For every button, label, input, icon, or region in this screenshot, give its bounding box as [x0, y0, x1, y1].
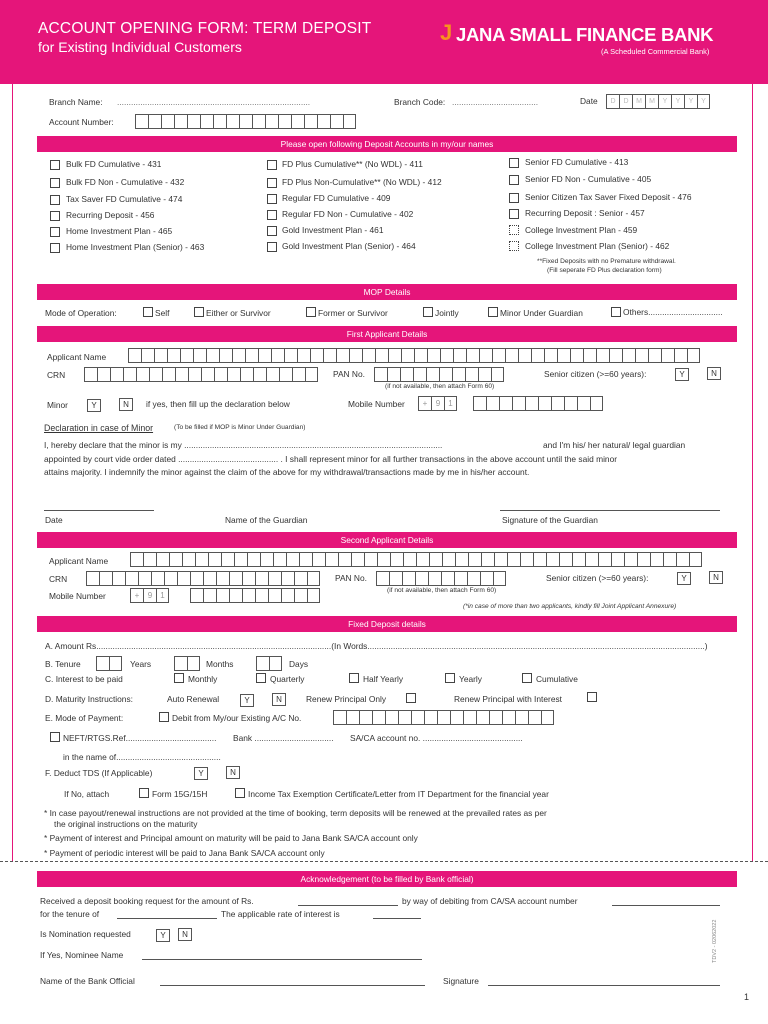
ack-signature-line[interactable]: [488, 985, 720, 986]
declaration-line2: appointed by court vide order dated ........................................... . I shall represent minor for all further transactions in the above account until the said minor: [44, 454, 618, 464]
product-label: FD Plus Cumulative** (No WDL) - 411: [282, 159, 423, 169]
date-boxes[interactable]: D D M M Y Y Y Y: [606, 94, 710, 109]
first-senior-no[interactable]: N: [707, 367, 721, 380]
auto-renewal-label: Auto Renewal: [167, 694, 220, 704]
checkbox-457[interactable]: [509, 209, 519, 219]
first-senior-yes[interactable]: Y: [675, 368, 689, 381]
ack-tenure-label: for the tenure of: [40, 909, 100, 919]
first-crn-boxes[interactable]: [84, 367, 318, 382]
ack-amount-line[interactable]: [298, 905, 398, 906]
debit-label: Debit from My/our Existing A/C No.: [172, 713, 302, 723]
second-senior-label: Senior citizen (>=60 years):: [546, 573, 649, 583]
checkbox-462[interactable]: [509, 241, 519, 251]
mop-former-checkbox[interactable]: [306, 307, 316, 317]
bank-official-line[interactable]: [160, 985, 425, 986]
checkbox-456[interactable]: [50, 211, 60, 221]
interest-yearly-checkbox[interactable]: [445, 673, 455, 683]
mop-option: Others................................: [623, 307, 723, 317]
ack-account-line[interactable]: [612, 905, 720, 906]
maturity-label: D. Maturity Instructions:: [45, 694, 133, 704]
checkbox-476[interactable]: [509, 193, 519, 203]
product-label: FD Plus Non-Cumulative** (No WDL) - 412: [282, 177, 442, 187]
nominee-line[interactable]: [142, 959, 422, 960]
mop-option: Former or Survivor: [318, 308, 388, 318]
tenure-days-label: Days: [289, 659, 309, 669]
interest-quarterly-checkbox[interactable]: [256, 673, 266, 683]
fixed-deposit-bar: Fixed Deposit details: [37, 616, 737, 632]
bank-field[interactable]: Bank ..................................: [233, 733, 334, 743]
first-pan-boxes[interactable]: [374, 367, 504, 382]
second-mobile-boxes[interactable]: + 9 1: [130, 588, 169, 603]
payment-mode-label: E. Mode of Payment:: [45, 713, 124, 723]
second-mobile-digits[interactable]: [190, 588, 320, 603]
ack-tenure-line[interactable]: [117, 918, 217, 919]
fd-plus-note: **Fixed Deposits with no Premature withdrawal.: [537, 258, 676, 265]
auto-renewal-yes[interactable]: Y: [240, 694, 254, 707]
declaration-line1: I, hereby declare that the minor is my ...............................................................................................................: [44, 440, 443, 450]
tds-label: F. Deduct TDS (If Applicable): [45, 768, 153, 778]
first-minor-no[interactable]: N: [119, 398, 133, 411]
first-applicant-name-label: Applicant Name: [47, 352, 107, 362]
checkbox-461[interactable]: [267, 226, 277, 236]
product-label: Regular FD Cumulative - 409: [282, 193, 391, 203]
mop-others-checkbox[interactable]: [611, 307, 621, 317]
tenure-months-boxes[interactable]: [174, 656, 200, 671]
if-no-attach-label: If No, attach: [64, 789, 110, 799]
interest-quarterly: Quarterly: [270, 674, 305, 684]
interest-label: C. Interest to be paid: [45, 674, 123, 684]
interest-monthly-checkbox[interactable]: [174, 673, 184, 683]
branch-code-field[interactable]: .....................................: [452, 97, 539, 107]
header-banner: [0, 0, 768, 84]
checkbox-409[interactable]: [267, 194, 277, 204]
ack-line1-mid: by way of debiting from CA/SA account number: [402, 896, 578, 906]
mop-bar: MOP Details: [37, 284, 737, 300]
declaration-guardian-name: Name of the Guardian: [225, 515, 308, 525]
note-renewal-cont: the original instructions on the maturity: [54, 819, 198, 829]
mop-option: Minor Under Guardian: [500, 308, 583, 318]
bank-subtitle: (A Scheduled Commercial Bank): [601, 47, 710, 56]
joint-applicant-note: (*in case of more than two applicants, kindly fill Joint Applicant Annexure): [463, 603, 677, 610]
product-label: Recurring Deposit - 456: [66, 210, 155, 220]
product-label: Gold Investment Plan - 461: [282, 225, 384, 235]
checkbox-464[interactable]: [267, 242, 277, 252]
declaration-title: Declaration in case of Minor: [44, 423, 154, 433]
mop-minor-checkbox[interactable]: [488, 307, 498, 317]
ack-rate-line[interactable]: [373, 918, 421, 919]
second-pan-note: (if not available, then attach Form 60): [387, 587, 497, 594]
declaration-date: Date: [45, 515, 63, 525]
guardian-signature-line[interactable]: [500, 510, 720, 511]
tds-yes[interactable]: Y: [194, 767, 208, 780]
declaration-line1-end: and I'm his/ her natural/ legal guardian: [543, 440, 686, 450]
right-border: [752, 84, 753, 861]
product-label: Senior Citizen Tax Saver Fixed Deposit - 476: [525, 192, 692, 202]
mop-label: Mode of Operation:: [45, 308, 117, 318]
bank-official-label: Name of the Bank Official: [40, 976, 135, 986]
first-applicant-bar: First Applicant Details: [37, 326, 737, 342]
second-applicant-name-label: Applicant Name: [49, 556, 109, 566]
second-applicant-bar: Second Applicant Details: [37, 532, 737, 548]
note-renewal: * In case payout/renewal instructions are not provided at the time of booking, term deposits will be renewed at the prevailed rates as per: [44, 808, 547, 818]
bank-name: JANA SMALL FINANCE BANK: [456, 24, 714, 45]
branch-name-label: Branch Name:: [49, 97, 103, 107]
nomination-yes[interactable]: Y: [156, 929, 170, 942]
checkbox-465[interactable]: [50, 227, 60, 237]
branch-name-field[interactable]: ...................................................................................: [117, 97, 311, 107]
product-label: Home Investment Plan - 465: [66, 226, 173, 236]
form15-label: Form 15G/15H: [152, 789, 208, 799]
tds-no[interactable]: N: [226, 766, 240, 779]
product-label: Bulk FD Non - Cumulative - 432: [66, 177, 185, 187]
page-number: 1: [744, 992, 750, 1002]
form15-checkbox[interactable]: [139, 788, 149, 798]
debit-account-boxes[interactable]: [333, 710, 554, 725]
product-label: Gold Investment Plan (Senior) - 464: [282, 241, 416, 251]
checkbox-431[interactable]: [50, 160, 60, 170]
form-title: ACCOUNT OPENING FORM: TERM DEPOSIT: [38, 20, 372, 37]
product-label: College Investment Plan (Senior) - 462: [525, 241, 670, 251]
branch-code-label: Branch Code:: [394, 97, 446, 107]
tenure-years-boxes[interactable]: [96, 656, 122, 671]
product-label: Senior FD Cumulative - 413: [525, 157, 629, 167]
first-crn-label: CRN: [47, 370, 66, 380]
neft-checkbox[interactable]: [50, 732, 60, 742]
ack-signature-label: Signature: [443, 976, 479, 986]
renew-principal-checkbox[interactable]: [406, 693, 416, 703]
note-payment-periodic: * Payment of periodic interest will be paid to Jana Bank SA/CA account only: [44, 848, 325, 858]
mop-option: Either or Survivor: [206, 308, 271, 318]
declaration-guardian-signature: Signature of the Guardian: [502, 515, 598, 525]
form-code: TDV2 - 02062022: [712, 919, 718, 963]
ack-rate-label: The applicable rate of interest is: [221, 909, 340, 919]
bank-logo: J: [440, 20, 453, 45]
saca-field[interactable]: SA/CA account no. ...........................................: [350, 733, 523, 743]
name-of-field[interactable]: in the name of.............................................: [63, 752, 221, 762]
tenure-label: B. Tenure: [45, 659, 81, 669]
checkbox-413[interactable]: [509, 158, 519, 168]
date-signature-line[interactable]: [44, 510, 154, 511]
renew-principal-interest-label: Renew Principal with Interest: [454, 694, 562, 704]
product-label: Tax Saver FD Cumulative - 474: [66, 194, 183, 204]
interest-monthly: Monthly: [188, 674, 218, 684]
interest-cumulative-checkbox[interactable]: [522, 673, 532, 683]
second-crn-boxes[interactable]: [86, 571, 320, 586]
form-subtitle: for Existing Individual Customers: [38, 39, 242, 55]
interest-yearly: Yearly: [459, 674, 482, 684]
income-tax-checkbox[interactable]: [235, 788, 245, 798]
note-payment-maturity: * Payment of interest and Principal amount on maturity will be paid to Jana Bank SA/CA account only: [44, 833, 418, 843]
tenure-years-label: Years: [130, 659, 152, 669]
renew-principal-label: Renew Principal Only: [306, 694, 387, 704]
nomination-no[interactable]: N: [178, 928, 192, 941]
date-label: Date: [580, 96, 598, 106]
deposit-accounts-bar: Please open following Deposit Accounts in my/our names: [37, 136, 737, 152]
left-border: [12, 84, 13, 861]
neft-field[interactable]: NEFT/RTGS.Ref.......................................: [63, 733, 217, 743]
first-minor-yes[interactable]: Y: [87, 399, 101, 412]
second-pan-boxes[interactable]: [376, 571, 506, 586]
auto-renewal-no[interactable]: N: [272, 693, 286, 706]
mop-either-checkbox[interactable]: [194, 307, 204, 317]
cut-line: [0, 861, 768, 862]
product-label: Home Investment Plan (Senior) - 463: [66, 242, 205, 252]
mop-option: Jointly: [435, 308, 459, 318]
checkbox-402[interactable]: [267, 210, 277, 220]
account-number-label: Account Number:: [49, 117, 114, 127]
interest-half-yearly: Half Yearly: [363, 674, 404, 684]
first-minor-note: if yes, then fill up the declaration below: [146, 399, 290, 409]
first-mobile-boxes[interactable]: + 9 1: [418, 396, 457, 411]
first-minor-label: Minor: [47, 400, 68, 410]
checkbox-474[interactable]: [50, 195, 60, 205]
tenure-days-boxes[interactable]: [256, 656, 282, 671]
mop-option: Self: [155, 308, 170, 318]
mop-self-checkbox[interactable]: [143, 307, 153, 317]
product-label: College Investment Plan - 459: [525, 225, 638, 235]
product-label: Bulk FD Cumulative - 431: [66, 159, 162, 169]
first-applicant-name-boxes[interactable]: [128, 348, 700, 363]
second-applicant-name-boxes[interactable]: [130, 552, 702, 567]
second-crn-label: CRN: [49, 574, 68, 584]
mop-jointly-checkbox[interactable]: [423, 307, 433, 317]
declaration-line3: attains majority. I indemnify the minor against the claim of the above for my withdrawal/transactions made by me in his/her account.: [44, 467, 530, 477]
first-mobile-label: Mobile Number: [348, 399, 405, 409]
product-label: Senior FD Non - Cumulative - 405: [525, 174, 652, 184]
first-senior-label: Senior citizen (>=60 years):: [544, 369, 647, 379]
first-pan-note: (if not available, then attach Form 60): [385, 383, 495, 390]
checkbox-432[interactable]: [50, 178, 60, 188]
account-number-boxes[interactable]: [135, 114, 356, 129]
amount-field[interactable]: A. Amount Rs.....................................................................................................(In Words.................................................................................................................................................): [45, 641, 708, 651]
second-senior-no[interactable]: N: [709, 571, 723, 584]
checkbox-405[interactable]: [509, 175, 519, 185]
acknowledgement-bar: Acknowledgement (to be filled by Bank official): [37, 871, 737, 887]
interest-cumulative: Cumulative: [536, 674, 578, 684]
product-label: Regular FD Non - Cumulative - 402: [282, 209, 414, 219]
second-pan-label: PAN No.: [335, 573, 367, 583]
product-label: Recurring Deposit : Senior - 457: [525, 208, 645, 218]
income-tax-label: Income Tax Exemption Certificate/Letter from IT Department for the financial year: [248, 789, 549, 799]
second-senior-yes[interactable]: Y: [677, 572, 691, 585]
second-mobile-label: Mobile Number: [49, 591, 106, 601]
first-mobile-digits[interactable]: [473, 396, 603, 411]
fd-plus-note-2: (Fill seperate FD Plus declaration form): [547, 267, 662, 274]
tenure-months-label: Months: [206, 659, 234, 669]
first-pan-label: PAN No.: [333, 369, 365, 379]
renew-principal-interest-checkbox[interactable]: [587, 692, 597, 702]
debit-checkbox[interactable]: [159, 712, 169, 722]
ack-line1-start: Received a deposit booking request for the amount of Rs.: [40, 896, 254, 906]
checkbox-459[interactable]: [509, 225, 519, 235]
nominee-label: If Yes, Nominee Name: [40, 950, 124, 960]
nomination-label: Is Nomination requested: [40, 929, 131, 939]
interest-half-yearly-checkbox[interactable]: [349, 673, 359, 683]
declaration-title-note: (To be filled if MOP is Minor Under Guardian): [174, 424, 306, 431]
checkbox-463[interactable]: [50, 243, 60, 253]
checkbox-412[interactable]: [267, 178, 277, 188]
checkbox-411[interactable]: [267, 160, 277, 170]
